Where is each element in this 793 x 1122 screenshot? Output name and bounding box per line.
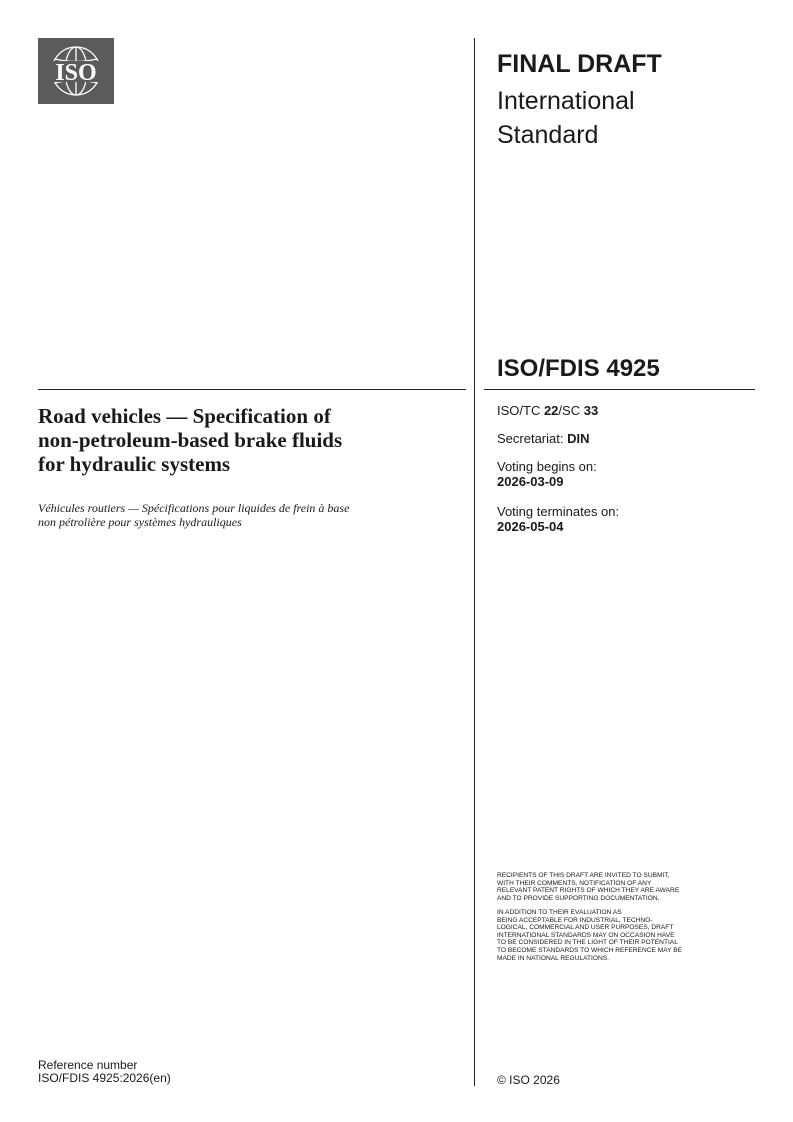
sc-number: 33 bbox=[583, 403, 599, 418]
notice-line: TO BECOME STANDARDS TO WHICH REFERENCE MAY BE bbox=[497, 946, 683, 954]
subtitle-line: non pétrolière pour systèmes hydrauliques bbox=[38, 515, 242, 529]
patent-notice bbox=[497, 872, 753, 902]
notice-line: LOGICAL, COMMERCIAL AND USER PURPOSES, DRAFT bbox=[497, 924, 674, 932]
secretariat-label: Secretariat: bbox=[497, 431, 568, 446]
committee-info bbox=[497, 403, 598, 418]
secretariat-value: DIN bbox=[567, 431, 590, 446]
draft-status: FINAL DRAFT bbox=[497, 50, 662, 78]
doc-type-line2: Standard bbox=[497, 121, 599, 149]
subtitle-line: Véhicules routiers — Spécifications pour liquides de frein à base bbox=[38, 501, 350, 515]
reference-number: ISO/FDIS 4925:2026(en) bbox=[38, 1071, 171, 1085]
committee-prefix: ISO/TC bbox=[497, 403, 544, 418]
sc-prefix: /SC bbox=[558, 403, 584, 418]
notice-line: RELEVANT PATENT RIGHTS OF WHICH THEY ARE AWARE bbox=[497, 887, 680, 895]
vote-end-label: Voting terminates on: bbox=[497, 504, 620, 519]
tc-number: 22 bbox=[543, 403, 559, 418]
notice-line: WITH THEIR COMMENTS, NOTIFICATION OF ANY bbox=[497, 879, 652, 887]
copyright-notice: © ISO 2026 bbox=[497, 1073, 560, 1087]
notice-line: IN ADDITION TO THEIR EVALUATION AS bbox=[497, 909, 622, 916]
vote-begin-date: 2026-03-09 bbox=[497, 474, 564, 489]
left-horizontal-rule bbox=[38, 389, 466, 390]
title-line: for hydraulic systems bbox=[38, 452, 231, 476]
notice-line: RECIPIENTS OF THIS DRAFT ARE INVITED TO SUBMIT, bbox=[497, 872, 670, 879]
evaluation-notice bbox=[497, 909, 753, 962]
document-title bbox=[38, 404, 468, 476]
column-divider bbox=[474, 38, 475, 1086]
secretariat-info bbox=[497, 431, 589, 446]
doc-type-line1: International bbox=[497, 87, 635, 115]
french-title bbox=[38, 501, 458, 529]
notice-line: TO BE CONSIDERED IN THE LIGHT OF THEIR POTENTIAL bbox=[497, 939, 678, 947]
vote-end-date: 2026-05-04 bbox=[497, 519, 564, 534]
notice-line: INTERNATIONAL STANDARDS MAY ON OCCASION HAVE bbox=[497, 931, 675, 939]
vote-begin-label: Voting begins on: bbox=[497, 459, 597, 474]
notice-line: MADE IN NATIONAL REGULATIONS. bbox=[497, 954, 609, 962]
right-horizontal-rule bbox=[484, 389, 755, 390]
reference-label: Reference number bbox=[38, 1058, 138, 1072]
notice-line: AND TO PROVIDE SUPPORTING DOCUMENTATION. bbox=[497, 894, 660, 902]
title-line: non-petroleum-based brake fluids bbox=[38, 428, 343, 452]
title-line: Road vehicles — Specification of bbox=[38, 404, 331, 428]
logo-text: ISO bbox=[55, 60, 97, 86]
iso-logo bbox=[38, 38, 114, 104]
notice-line: BEING ACCEPTABLE FOR INDUSTRIAL, TECHNO- bbox=[497, 916, 653, 924]
document-number: ISO/FDIS 4925 bbox=[497, 355, 660, 382]
globe-icon bbox=[38, 38, 114, 104]
